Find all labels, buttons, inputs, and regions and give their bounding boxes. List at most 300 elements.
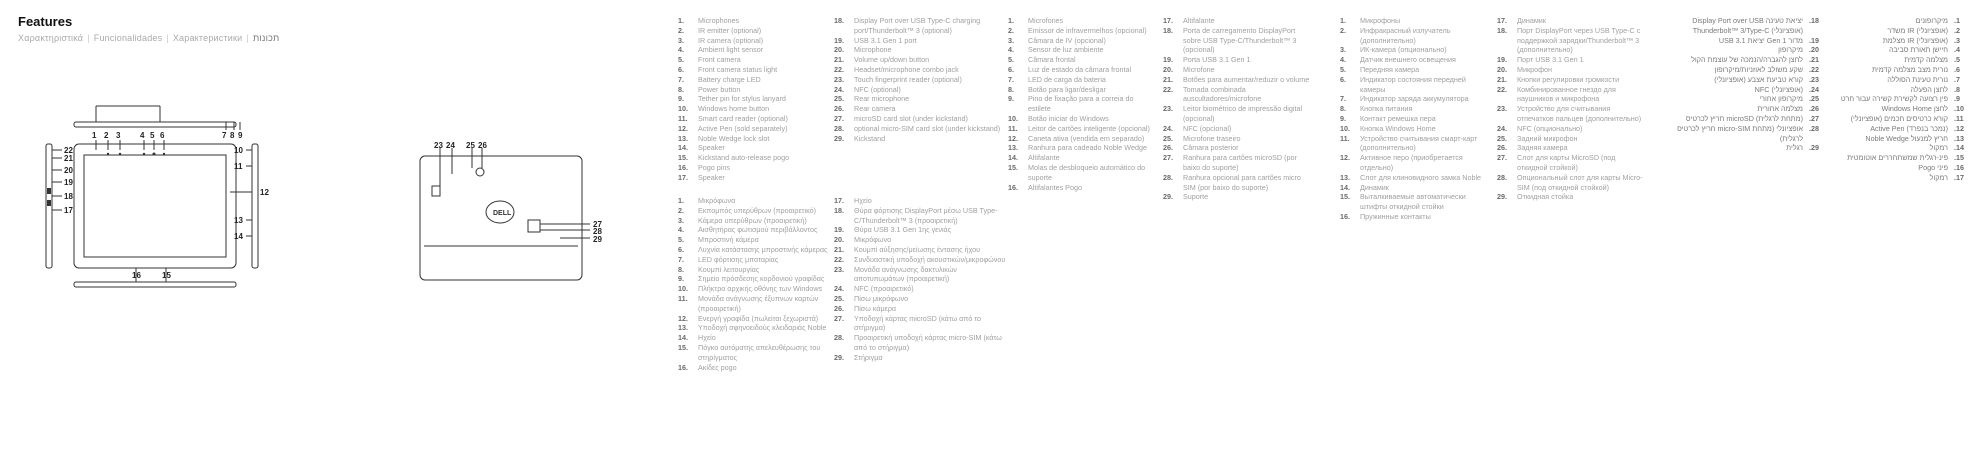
list-item-number: 11. bbox=[678, 113, 688, 123]
callout-18: 18 bbox=[64, 192, 73, 201]
list-item-text: Leitor biométrico de impressão digital (opcional) bbox=[1183, 104, 1303, 123]
list-item-text: Headset/microphone combo jack bbox=[854, 64, 959, 74]
list-item-text: Windows Home לחצן bbox=[1881, 104, 1948, 114]
list-item bbox=[678, 323, 828, 333]
list-item-number: 27. bbox=[1497, 153, 1507, 163]
list-item-number: .27 bbox=[1809, 113, 1819, 123]
callout-25: 25 bbox=[466, 142, 475, 150]
list-item bbox=[1163, 173, 1313, 193]
callout-21: 21 bbox=[64, 154, 73, 163]
list-item-number: 2. bbox=[678, 25, 684, 35]
list-item-text: Контакт ремешка пера bbox=[1360, 113, 1436, 123]
list-item bbox=[678, 333, 828, 343]
list-item-text: Rear microphone bbox=[854, 94, 910, 104]
list-item-number: 20. bbox=[834, 45, 844, 55]
list-item-number: 16. bbox=[1008, 182, 1018, 192]
list-item-text: NFC (optional) bbox=[854, 84, 901, 94]
language-subtitle: Χαρακτηριστικά | Funcionalidades | Характеристики | תכונות bbox=[18, 33, 280, 43]
list-item bbox=[1665, 94, 1835, 104]
list-item-number: 9. bbox=[678, 94, 684, 104]
callout-22: 22 bbox=[64, 146, 73, 155]
list-item-number: 9. bbox=[678, 274, 684, 284]
list-item bbox=[1840, 124, 1980, 134]
list-item-text: Μικρόφωνο bbox=[854, 235, 892, 245]
list-item bbox=[678, 343, 828, 363]
list-item bbox=[1163, 16, 1313, 26]
list-item-text: Microfone traseiro bbox=[1183, 133, 1241, 143]
list-item bbox=[834, 235, 1009, 245]
list-item-text: Sensor de luz ambiente bbox=[1028, 45, 1104, 55]
list-item-number: 22. bbox=[1497, 84, 1507, 94]
list-item-number: 23. bbox=[1497, 104, 1507, 114]
list-item-text: Display Port over USB Type-C charging port/Thunderbolt™ 3 (optional) bbox=[854, 16, 981, 35]
list-item-number: .16 bbox=[1954, 162, 1964, 172]
list-item bbox=[1840, 75, 1980, 85]
list-item bbox=[678, 173, 828, 183]
list-item-text: Porta de carregamento DisplayPort sobre USB Type-C/Thunderbolt™ 3 (opcional) bbox=[1183, 25, 1297, 55]
list-item-text: Μπροστινή κάμερα bbox=[698, 235, 759, 245]
list-item-number: .17 bbox=[1954, 172, 1964, 182]
list-item-text: Αισθητήρας φωτισμού περιβάλλοντος bbox=[698, 225, 818, 235]
callout-13: 13 bbox=[234, 216, 243, 225]
list-item bbox=[1340, 134, 1490, 154]
list-item bbox=[1665, 45, 1835, 55]
list-item-text: Σημείο πρόσδεσης κορδονιού γραφίδας bbox=[698, 274, 825, 284]
list-item bbox=[1497, 26, 1647, 55]
bottom-edge-view bbox=[74, 282, 236, 287]
list-item-number: 3. bbox=[678, 215, 684, 225]
list-item-number: 18. bbox=[834, 205, 844, 215]
list-item-number: 19. bbox=[1497, 55, 1507, 65]
list-item bbox=[1163, 75, 1313, 85]
callout-14: 14 bbox=[234, 232, 243, 241]
list-item bbox=[834, 65, 1004, 75]
list-item-number: 9. bbox=[1008, 94, 1014, 104]
list-item-text: Botões para aumentar/reduzir o volume bbox=[1183, 74, 1310, 84]
list-item-text: Front camera status light bbox=[698, 64, 778, 74]
list-item-text: Altifalante bbox=[1183, 16, 1215, 25]
list-item-text: NFC (προαιρετικό) bbox=[854, 284, 914, 294]
list-item-text: Задний микрофон bbox=[1517, 133, 1578, 143]
list-item bbox=[1840, 26, 1980, 36]
list-item-text: Active Pen (נמכר בנפרד) bbox=[1870, 123, 1948, 133]
list-item-number: 10. bbox=[1008, 113, 1018, 123]
list-item-number: .1 bbox=[1954, 16, 1960, 25]
list-item-number: .12 bbox=[1954, 123, 1964, 133]
list-item bbox=[1340, 114, 1490, 124]
list-item bbox=[1340, 183, 1490, 193]
list-item-text: IR emitter (optional) bbox=[698, 25, 762, 35]
list-item-text: Altifalantes Pogo bbox=[1028, 182, 1082, 192]
list-item-text: Ακίδες pogo bbox=[698, 362, 737, 372]
callout-26: 26 bbox=[478, 142, 487, 150]
list-item bbox=[834, 314, 1009, 334]
list-item-number: 29. bbox=[1163, 192, 1173, 202]
list-item-number: .4 bbox=[1954, 45, 1960, 55]
list-item-text: Noble Wedge lock slot bbox=[698, 133, 770, 143]
list-item-text: Κουμπί λειτουργίας bbox=[698, 264, 760, 274]
list-item-text: Микрофон bbox=[1517, 64, 1553, 74]
list-item-number: 2. bbox=[678, 205, 684, 215]
list-item-number: 9. bbox=[1340, 113, 1346, 123]
list-item bbox=[1340, 55, 1490, 65]
list-item-text: רמקול bbox=[1929, 172, 1948, 182]
list-item-text: Εκπομπός υπερύθρων (προαιρετικό) bbox=[698, 205, 817, 215]
list-item bbox=[678, 114, 828, 124]
list-item-number: 2. bbox=[1340, 25, 1346, 35]
list-item-number: 8. bbox=[678, 84, 684, 94]
list-item-number: 3. bbox=[1008, 35, 1014, 45]
list-item-number: 20. bbox=[1497, 64, 1507, 74]
list-item-text: Ηχείο bbox=[854, 196, 872, 205]
list-item bbox=[1008, 55, 1158, 65]
list-item bbox=[1665, 36, 1835, 46]
list-item-text: פינ-רגלית שמשתחררים אוטומטית bbox=[1847, 153, 1948, 163]
list-item bbox=[1665, 16, 1835, 36]
list-item-text: USB 3.1 יציאת Gen 1 מדור bbox=[1718, 35, 1803, 45]
list-item-number: 21. bbox=[834, 244, 844, 254]
list-item bbox=[834, 265, 1009, 285]
list-item-text: Πλήκτρο αρχικής οθόνης των Windows bbox=[698, 284, 823, 294]
callout-15: 15 bbox=[162, 271, 171, 280]
list-item-text: Kickstand bbox=[854, 133, 886, 143]
list-item-text: Rear camera bbox=[854, 104, 896, 114]
list-item-number: 27. bbox=[1163, 153, 1173, 163]
list-item-number: .21 bbox=[1809, 55, 1819, 65]
list-item bbox=[1340, 16, 1490, 26]
list-item bbox=[1497, 124, 1647, 134]
list-item-text: מצלמת IR (אופציונלי) bbox=[1882, 35, 1948, 45]
list-item-number: 26. bbox=[1163, 143, 1173, 153]
list-ru-2 bbox=[1497, 16, 1647, 202]
list-item-text: רגלית bbox=[1786, 143, 1803, 153]
list-item-text: Touch fingerprint reader (optional) bbox=[854, 74, 962, 84]
list-item bbox=[1008, 183, 1158, 193]
list-item-number: 28. bbox=[1497, 172, 1507, 182]
list-item bbox=[678, 235, 828, 245]
list-item bbox=[1163, 153, 1313, 173]
list-item bbox=[678, 265, 828, 275]
list-item-text: Power button bbox=[698, 84, 741, 94]
list-item bbox=[834, 225, 1009, 235]
list-item-text: Speaker bbox=[698, 172, 725, 182]
list-item-text: Microphone bbox=[854, 45, 892, 55]
list-item-number: .9 bbox=[1954, 94, 1960, 104]
list-item bbox=[1665, 114, 1835, 124]
list-he-1 bbox=[1665, 16, 1835, 153]
list-item-number: 21. bbox=[1163, 74, 1173, 84]
list-item-text: Porta USB 3.1 Gen 1 bbox=[1183, 55, 1251, 65]
list-item-text: Передняя камера bbox=[1360, 64, 1420, 74]
list-item-text: Smart card reader (optional) bbox=[698, 113, 788, 123]
list-item bbox=[834, 333, 1009, 353]
list-item-number: 23. bbox=[834, 74, 844, 84]
list-item bbox=[834, 255, 1009, 265]
list-item-text: Πίσω κάμερα bbox=[854, 303, 897, 313]
list-item-number: 14. bbox=[1008, 153, 1018, 163]
list-item bbox=[834, 196, 1009, 206]
list-item-number: 28. bbox=[834, 333, 844, 343]
list-item-text: Pogo פיני bbox=[1918, 162, 1948, 172]
callout-3: 3 bbox=[116, 131, 121, 140]
list-item bbox=[834, 245, 1009, 255]
list-item bbox=[1497, 75, 1647, 85]
list-item-number: .23 bbox=[1809, 74, 1819, 84]
list-item bbox=[1163, 85, 1313, 105]
list-item-number: 17. bbox=[1497, 16, 1507, 25]
list-item bbox=[1840, 55, 1980, 65]
list-item bbox=[678, 245, 828, 255]
list-item-text: Front camera bbox=[698, 55, 741, 65]
list-item-text: Кнопка Windows Home bbox=[1360, 123, 1436, 133]
list-item-text: קורא טביעת אצבע (אופציונלי) bbox=[1714, 74, 1803, 84]
list-item-number: 5. bbox=[678, 235, 684, 245]
list-item bbox=[1008, 124, 1158, 134]
list-item-number: 24. bbox=[1497, 123, 1507, 133]
list-item-number: 28. bbox=[1163, 172, 1173, 182]
list-item-number: 16. bbox=[678, 162, 688, 172]
list-item bbox=[1340, 212, 1490, 222]
list-item bbox=[1497, 16, 1647, 26]
list-item bbox=[834, 55, 1004, 65]
lang-greek: Χαρακτηριστικά bbox=[18, 33, 84, 43]
list-item-number: 16. bbox=[678, 362, 688, 372]
top-edge-view bbox=[74, 122, 236, 127]
list-item-number: 6. bbox=[678, 64, 684, 74]
list-item-number: 16. bbox=[1340, 211, 1350, 221]
list-item-text: שקע משולב לאוזניות/מיקרופון bbox=[1714, 64, 1803, 74]
list-item-text: Noble Wedge חריץ למנעול bbox=[1865, 133, 1948, 143]
list-item-number: .29 bbox=[1809, 143, 1819, 153]
list-item-text: Откидная стойка bbox=[1517, 192, 1574, 202]
list-item-text: Tether pin for stylus lanyard bbox=[698, 94, 786, 104]
list-item-text: Μονάδα ανάγνωσης δακτυλικών αποτυπωμάτων (προαιρετική) bbox=[854, 264, 957, 284]
list-item-text: Πίσω μικρόφωνο bbox=[854, 293, 909, 303]
list-item-text: Câmara de IV (opcional) bbox=[1028, 35, 1106, 45]
list-item-text: Θύρα USB 3.1 Gen 1ης γενιάς bbox=[854, 225, 952, 235]
list-item bbox=[1008, 45, 1158, 55]
list-item-text: ИК-камера (опционально) bbox=[1360, 45, 1447, 55]
list-item-number: 4. bbox=[678, 45, 684, 55]
list-item bbox=[678, 314, 828, 324]
list-item-number: 25. bbox=[834, 293, 844, 303]
list-item-text: USB 3.1 Gen 1 port bbox=[854, 35, 917, 45]
list-item-number: 21. bbox=[834, 55, 844, 65]
list-item-text: Volume up/down button bbox=[854, 55, 930, 65]
list-item bbox=[1497, 192, 1647, 202]
list-item bbox=[1163, 124, 1313, 134]
list-item-number: 2. bbox=[1008, 25, 1014, 35]
list-item bbox=[678, 124, 828, 134]
list-item-text: Câmara posterior bbox=[1183, 143, 1239, 153]
list-item bbox=[1840, 85, 1980, 95]
list-pt-2 bbox=[1163, 16, 1313, 202]
list-item-text: Battery charge LED bbox=[698, 74, 761, 84]
list-item-number: 7. bbox=[1340, 94, 1346, 104]
list-item-number: 18. bbox=[1497, 25, 1507, 35]
list-item-number: .7 bbox=[1954, 74, 1960, 84]
list-item bbox=[678, 75, 828, 85]
list-item-text: Θύρα φόρτισης DisplayPort μέσω USB Type-C/Thunderbolt™ 3 (προαιρετική) bbox=[854, 205, 998, 225]
list-item-number: .20 bbox=[1809, 45, 1819, 55]
list-item bbox=[1008, 114, 1158, 124]
list-item bbox=[1163, 143, 1313, 153]
list-item bbox=[834, 206, 1009, 226]
list-item-number: 8. bbox=[1008, 84, 1014, 94]
list-item-text: Датчик внешнего освещения bbox=[1360, 55, 1456, 65]
list-item-number: .15 bbox=[1954, 153, 1964, 163]
list-item-number: 11. bbox=[1340, 133, 1350, 143]
callout-8: 8 bbox=[230, 131, 235, 140]
list-item-text: Κουμπί αύξησης/μείωσης έντασης ήχου bbox=[854, 244, 981, 254]
back-view-diagram bbox=[410, 142, 610, 312]
list-item-text: Altifalante bbox=[1028, 153, 1060, 163]
tablet-front-body bbox=[74, 144, 236, 268]
list-item-number: 5. bbox=[1008, 55, 1014, 65]
list-item bbox=[1163, 134, 1313, 144]
list-item-text: Display Port over USB יציאת טעינה Thunderbolt™ 3/Type-C (אופציונלי) bbox=[1692, 16, 1803, 35]
list-item bbox=[678, 216, 828, 226]
list-item-text: קורא כרטיסים חכמים (אופציונלי) bbox=[1850, 113, 1948, 123]
callout-17: 17 bbox=[64, 206, 73, 215]
list-item bbox=[1497, 85, 1647, 105]
list-item bbox=[678, 94, 828, 104]
callout-24: 24 bbox=[446, 142, 455, 150]
list-item bbox=[678, 36, 828, 46]
list-item-number: 17. bbox=[678, 172, 688, 182]
list-item bbox=[1840, 163, 1980, 173]
list-item bbox=[678, 45, 828, 55]
list-item-text: Windows home button bbox=[698, 104, 770, 114]
list-item bbox=[678, 134, 828, 144]
list-item bbox=[1008, 163, 1158, 183]
list-item bbox=[834, 114, 1004, 124]
list-item-number: 3. bbox=[678, 35, 684, 45]
list-item-number: 1. bbox=[1008, 16, 1014, 25]
callout-27: 27 bbox=[593, 220, 602, 229]
list-item bbox=[678, 16, 828, 26]
list-item-number: 26. bbox=[1497, 143, 1507, 153]
list-item-number: 4. bbox=[678, 225, 684, 235]
list-item bbox=[834, 45, 1004, 55]
list-item-number: 14. bbox=[678, 143, 688, 153]
list-item-text: Προαιρετική υποδοχή κάρτας micro-SIM (κάτω από το στήριγμα) bbox=[854, 333, 1002, 352]
list-el-1 bbox=[678, 196, 828, 372]
list-item bbox=[1340, 192, 1490, 212]
list-item-text: Комбинированное гнездо для наушников и микрофона bbox=[1517, 84, 1616, 104]
list-item bbox=[1163, 192, 1313, 202]
rear-camera bbox=[476, 168, 484, 176]
list-item-text: מצלמה קדמית bbox=[1904, 55, 1948, 65]
list-item-text: Emissor de infravermelhos (opcional) bbox=[1028, 25, 1147, 35]
callout-4: 4 bbox=[140, 131, 145, 140]
list-item-number: 17. bbox=[834, 196, 844, 205]
list-item-text: IR camera (optional) bbox=[698, 35, 764, 45]
list-item-text: LED de carga da bateria bbox=[1028, 74, 1106, 84]
list-item bbox=[834, 85, 1004, 95]
list-item-number: 22. bbox=[1163, 84, 1173, 94]
list-item-number: 10. bbox=[678, 104, 688, 114]
list-item-number: 25. bbox=[1163, 133, 1173, 143]
list-item-text: Microfones bbox=[1028, 16, 1064, 25]
list-item bbox=[678, 143, 828, 153]
list-item-number: 11. bbox=[678, 293, 688, 303]
lang-portuguese: Funcionalidades bbox=[93, 33, 163, 43]
list-item-text: לחצן להגברה/הנמכה של עוצמת הקול bbox=[1691, 55, 1803, 65]
list-item-text: פין רצועה לקשירת קשירה עבור חרט bbox=[1840, 94, 1948, 104]
list-item-number: 22. bbox=[834, 64, 844, 74]
list-item-number: .10 bbox=[1954, 104, 1964, 114]
list-item-text: Индикатор состояния передней камеры bbox=[1360, 74, 1466, 94]
list-item-number: 19. bbox=[834, 35, 844, 45]
card-slot bbox=[528, 220, 540, 232]
callout-12: 12 bbox=[260, 188, 269, 197]
list-item-number: 19. bbox=[834, 225, 844, 235]
list-item-text: Слот для карты MicroSD (под откидной стойкой) bbox=[1517, 153, 1616, 172]
list-item-text: Инфракрасный излучатель (дополнительно) bbox=[1360, 25, 1451, 45]
list-item-number: .24 bbox=[1809, 84, 1819, 94]
list-item-text: Ambient light sensor bbox=[698, 45, 764, 55]
list-item bbox=[678, 274, 828, 284]
list-item-number: 22. bbox=[834, 254, 844, 264]
list-item bbox=[1665, 55, 1835, 65]
list-item-text: microSD card slot (under kickstand) bbox=[854, 113, 968, 123]
list-item-text: Caneta ativa (vendida em separado) bbox=[1028, 133, 1145, 143]
list-item bbox=[678, 163, 828, 173]
list-item-number: .26 bbox=[1809, 104, 1819, 114]
list-item-number: .6 bbox=[1954, 64, 1960, 74]
list-item-text: Υποδοχή σφηνοειδούς κλειδαριάς Noble bbox=[698, 323, 827, 333]
page-title: Features bbox=[18, 14, 73, 29]
list-item-number: 13. bbox=[1340, 172, 1350, 182]
list-item bbox=[1340, 94, 1490, 104]
list-item-text: מצלמה אחורית bbox=[1757, 104, 1803, 114]
list-item bbox=[1340, 124, 1490, 134]
list-item-text: Leitor de cartões inteligente (opcional) bbox=[1028, 123, 1150, 133]
list-item-text: Ενεργή γραφίδα (πωλείται ξεχωριστά) bbox=[698, 313, 819, 323]
list-item-text: Микрофоны bbox=[1360, 16, 1401, 25]
list-item-number: 8. bbox=[1340, 104, 1346, 114]
list-item bbox=[678, 294, 828, 314]
list-item-text: Πόγκο αυτόματης απελευθέρωσης του στηρίγματος bbox=[698, 342, 821, 362]
list-item bbox=[834, 36, 1004, 46]
list-item bbox=[678, 85, 828, 95]
front-view-diagram bbox=[40, 92, 280, 362]
list-item-text: Speaker bbox=[698, 143, 725, 153]
list-en-1 bbox=[678, 16, 828, 183]
list-item bbox=[1497, 55, 1647, 65]
list-item-text: Pino de fixação para a correia do estilete bbox=[1028, 94, 1134, 114]
list-item-number: 24. bbox=[834, 84, 844, 94]
list-item-number: 27. bbox=[834, 113, 844, 123]
list-item-number: .5 bbox=[1954, 55, 1960, 65]
callout-1: 1 bbox=[92, 131, 97, 140]
list-item-text: Слот для клиновидного замка Noble bbox=[1360, 172, 1482, 182]
list-item-text: מיקרופונים bbox=[1915, 16, 1948, 25]
list-item-text: Ranhura para cartões microSD (por baixo do suporte) bbox=[1183, 153, 1297, 172]
list-item-text: Динамик bbox=[1360, 182, 1389, 192]
list-item-number: 24. bbox=[834, 284, 844, 294]
list-item bbox=[834, 75, 1004, 85]
list-el-2 bbox=[834, 196, 1009, 363]
list-item bbox=[678, 225, 828, 235]
list-item bbox=[834, 94, 1004, 104]
list-item-text: Задняя камера bbox=[1517, 143, 1568, 153]
list-item-text: Μονάδα ανάγνωσης έξυπνων καρτών (προαιρετική) bbox=[698, 293, 819, 313]
list-item bbox=[1163, 26, 1313, 55]
list-item-number: 5. bbox=[678, 55, 684, 65]
list-item-text: Λυχνία κατάστασης μπροστινής κάμερας bbox=[698, 244, 828, 254]
